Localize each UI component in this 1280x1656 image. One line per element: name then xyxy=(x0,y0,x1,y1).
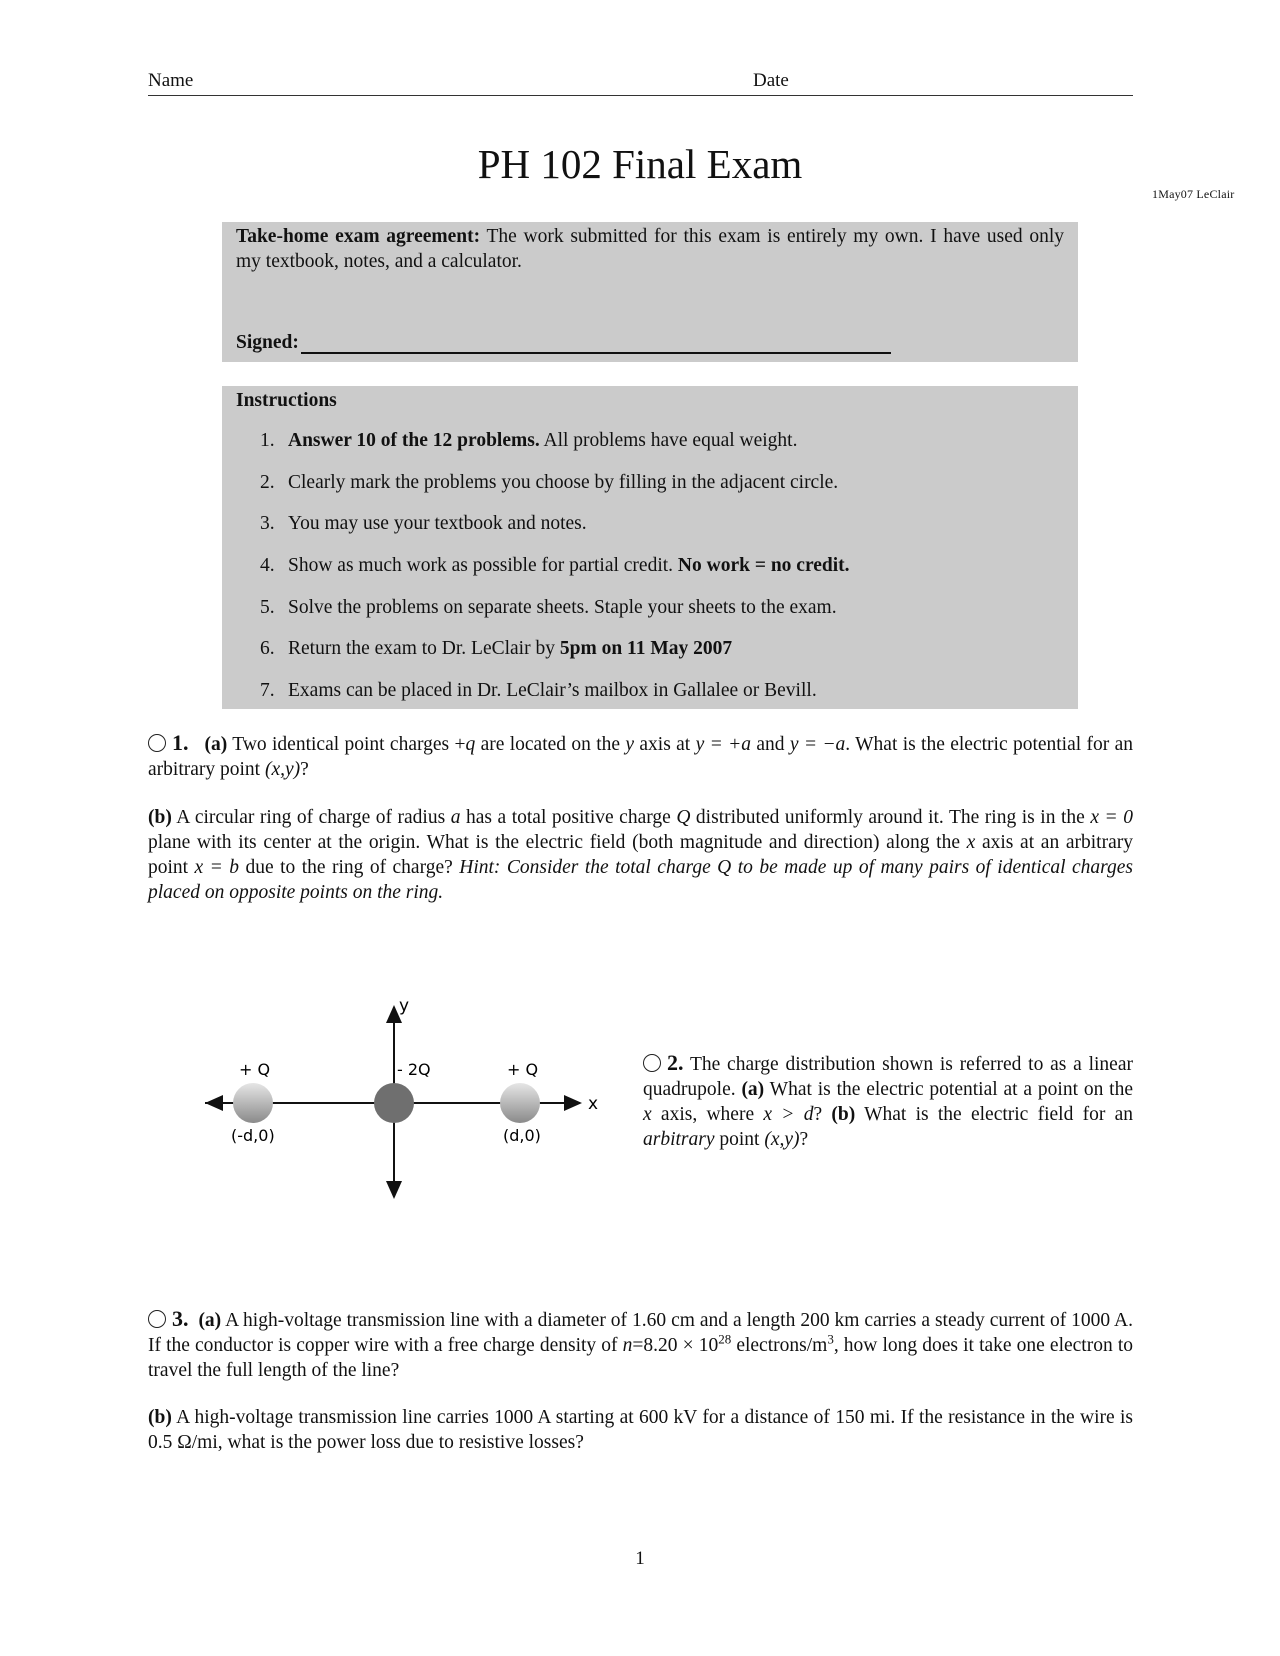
left-charge-sphere xyxy=(233,1083,273,1123)
agreement-heading: Take-home exam agreement: xyxy=(236,226,481,247)
y-axis-label: y xyxy=(399,996,410,1016)
right-coord-label: (d,0) xyxy=(503,1126,541,1145)
name-label: Name xyxy=(148,70,194,91)
problem-2-select-circle[interactable] xyxy=(643,1054,661,1072)
instruction-item: 5. Solve the problems on separate sheets. Staple your sheets to the exam. xyxy=(260,596,837,618)
quadrupole-diagram xyxy=(195,985,615,1200)
center-charge-sphere xyxy=(374,1083,414,1123)
signed-label: Signed: xyxy=(236,332,299,353)
page-number: 1 xyxy=(635,1548,645,1569)
agreement-text: Take-home exam agreement: The work submitted for this exam is entirely my own. I have used only my textbook, notes, and a calculator. xyxy=(236,226,1064,272)
instructions-heading: Instructions xyxy=(236,390,337,411)
problem-2: 2. The charge distribution shown is referred to as a linear quadrupole. (a) What is the electric potential at a point on the x axis, where x > d? (b) What is the electric field for an arbitrary point (x,y)? xyxy=(643,1050,1133,1150)
instruction-item: 3. You may use your textbook and notes. xyxy=(260,513,587,535)
problem-2-number: 2. xyxy=(667,1050,684,1075)
x-axis-label: x xyxy=(588,1094,599,1114)
page-title: PH 102 Final Exam xyxy=(477,141,803,187)
margin-note: 1May07 LeClair xyxy=(1152,187,1235,201)
instruction-item: 4. Show as much work as possible for partial credit. No work = no credit. xyxy=(260,555,850,577)
problem-3a: 3. (a) A high-voltage transmission line with a diameter of 1.60 cm and a length 200 km carries a steady current of 1000 A. If the conductor is copper wire with a free charge density of $n=8.20 \times 10^{28}$ electrons/$m^3$, how long does it take one electron to travel the full length of the line? xyxy=(148,1306,1133,1381)
right-charge-sphere xyxy=(500,1083,540,1123)
problem-3-select-circle[interactable] xyxy=(148,1310,166,1328)
instruction-item: 2. Clearly mark the problems you choose by filling in the adjacent circle. xyxy=(260,471,839,493)
problem-1-number: 1. xyxy=(172,730,189,755)
left-coord-label: (-d,0) xyxy=(231,1126,275,1145)
center-charge-label: - 2Q xyxy=(397,1060,431,1079)
left-charge-label: + Q xyxy=(239,1060,271,1079)
agreement-box xyxy=(222,222,1078,362)
problem-1a: 1. (a) Two identical point charges +q are located on the y axis at y = +a and y = −a. What is the electric potential for an arbitrary point (x,y)? xyxy=(148,730,1134,780)
hint-text: Hint: Consider the total charge Q to be made up of many pairs of identical charges placed on opposite points on the ring. xyxy=(148,857,1133,903)
instruction-item: 6. Return the exam to Dr. LeClair by 5pm on 11 May 2007 xyxy=(260,638,733,660)
problem-1-select-circle[interactable] xyxy=(148,734,166,752)
name-date-line xyxy=(148,95,1133,96)
instructions-list xyxy=(260,428,850,720)
instruction-item: 1. Answer 10 of the 12 problems. All problems have equal weight. xyxy=(260,430,798,451)
signature-line[interactable] xyxy=(301,332,891,354)
problem-3b: (b) A high-voltage transmission line carries 1000 A starting at 600 kV for a distance of 150 mi. If the resistance in the wire is 0.5 Ω/mi, what is the power loss due to resistive losses? xyxy=(148,1407,1133,1453)
right-charge-label: + Q xyxy=(507,1060,539,1079)
instructions-box xyxy=(222,386,1078,709)
date-label: Date xyxy=(753,70,789,91)
instruction-item: 7. Exams can be placed in Dr. LeClair’s mailbox in Gallalee or Bevill. xyxy=(260,680,817,702)
signature-row xyxy=(236,332,891,354)
problem-3-number: 3. xyxy=(172,1306,189,1331)
problem-1b: (b) A circular ring of charge of radius a has a total positive charge Q distributed uniformly around it. The ring is in the x = 0 plane with its center at the origin. What is the electric field (both magnitude and direction) along the x axis at an arbitrary point x = b due to the ring of charge? Hint: Consider the total charge Q to be made up of many pairs of identical charges placed on opposite points on the ring. xyxy=(148,807,1133,903)
